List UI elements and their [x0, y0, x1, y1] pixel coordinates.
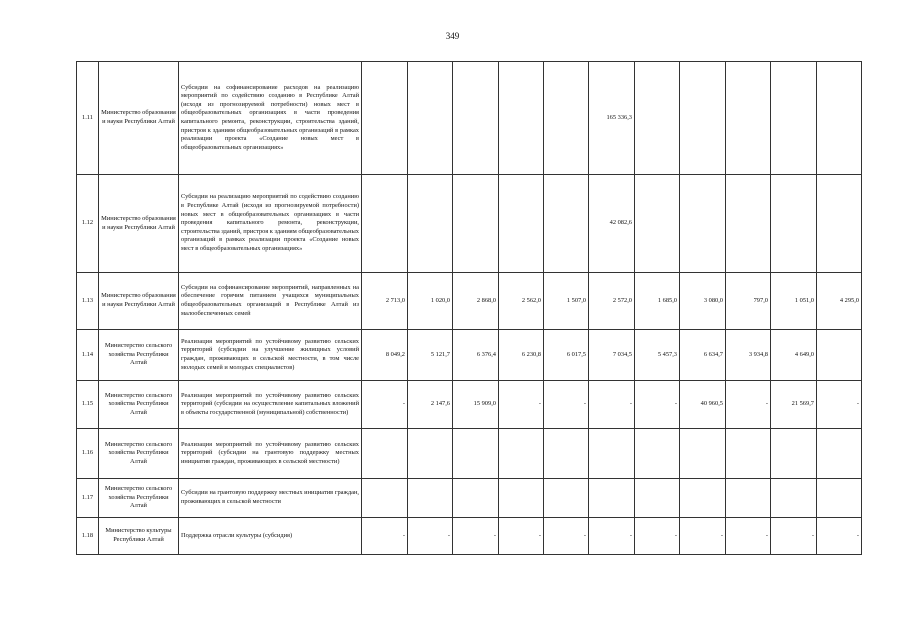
value-cell	[817, 62, 862, 175]
value-cell: 7 034,5	[589, 330, 635, 381]
description-cell: Субсидии на софинансирование расходов на реализацию мероприятий по содействию созданию в Республике Алтай (исходя из прогнозируемой потребности) новых мест в общеобразовательных организациях в части проведения капитального ремонта, реконструкции, строительства зданий, пристроя к зданиям общеобразовательных организаций в рамках реализации проекта «Создание новых мест в общеобразовательных организациях»	[179, 62, 362, 175]
value-cell: -	[635, 518, 680, 555]
description-cell: Реализация мероприятий по устойчивому развитию сельских территорий (субсидии на грантовую поддержку местных инициатив граждан, проживающих в сельской местности)	[179, 429, 362, 479]
value-cell: 5 121,7	[408, 330, 453, 381]
value-cell	[680, 175, 726, 273]
value-cell	[408, 479, 453, 518]
ministry-cell: Министерство образования и науки Республики Алтай	[99, 175, 179, 273]
value-cell: 6 634,7	[680, 330, 726, 381]
value-cell: -	[408, 518, 453, 555]
table-row	[77, 273, 862, 330]
ministry-cell: Министерство культуры Республики Алтай	[99, 518, 179, 555]
value-cell	[453, 479, 499, 518]
value-cell: -	[771, 518, 817, 555]
value-cell	[589, 429, 635, 479]
value-cell	[362, 175, 408, 273]
value-cell: 42 082,6	[589, 175, 635, 273]
table-row	[77, 518, 862, 555]
value-cell	[544, 62, 589, 175]
row-number: 1.12	[77, 175, 99, 273]
value-cell	[408, 62, 453, 175]
value-cell: 2 868,0	[453, 273, 499, 330]
value-cell: 3 080,0	[680, 273, 726, 330]
value-cell	[589, 479, 635, 518]
value-cell: 797,0	[726, 273, 771, 330]
value-cell: 2 147,6	[408, 381, 453, 429]
value-cell: -	[499, 381, 544, 429]
value-cell: 40 960,5	[680, 381, 726, 429]
value-cell	[726, 479, 771, 518]
ministry-cell: Министерство сельского хозяйства Республики Алтай	[99, 429, 179, 479]
value-cell	[771, 429, 817, 479]
value-cell	[362, 479, 408, 518]
value-cell	[453, 175, 499, 273]
value-cell: -	[680, 518, 726, 555]
value-cell: 15 909,0	[453, 381, 499, 429]
value-cell	[635, 62, 680, 175]
budget-table	[76, 61, 862, 555]
value-cell: -	[726, 381, 771, 429]
description-cell: Поддержка отрасли культуры (субсидия)	[179, 518, 362, 555]
value-cell: 1 051,0	[771, 273, 817, 330]
value-cell	[544, 479, 589, 518]
value-cell: 3 934,8	[726, 330, 771, 381]
value-cell: 4 649,0	[771, 330, 817, 381]
value-cell	[499, 479, 544, 518]
value-cell	[771, 62, 817, 175]
value-cell: -	[499, 518, 544, 555]
description-cell: Реализация мероприятий по устойчивому развитию сельских территорий (субсидии на улучшение жилищных условий граждан, проживающих в сельской местности, в том числе молодых семей и молодых специалистов)	[179, 330, 362, 381]
table-row	[77, 175, 862, 273]
value-cell: -	[726, 518, 771, 555]
table-row	[77, 429, 862, 479]
value-cell: 2 713,0	[362, 273, 408, 330]
value-cell: 6 376,4	[453, 330, 499, 381]
value-cell: 1 020,0	[408, 273, 453, 330]
value-cell: 6 230,8	[499, 330, 544, 381]
value-cell	[453, 62, 499, 175]
value-cell	[726, 62, 771, 175]
table-row	[77, 330, 862, 381]
value-cell: 8 049,2	[362, 330, 408, 381]
value-cell: -	[589, 518, 635, 555]
value-cell: 5 457,3	[635, 330, 680, 381]
description-cell: Субсидии на реализацию мероприятий по содействию созданию в Республике Алтай (исходя из прогнозируемой потребности) новых мест в общеобразовательных организациях в части проведения капитального ремонта, реконструкции, строительства зданий, пристроя к зданиям общеобразовательных организаций в рамках реализации проекта «Создание новых мест в общеобразовательных организациях»	[179, 175, 362, 273]
value-cell	[544, 175, 589, 273]
value-cell: 2 572,0	[589, 273, 635, 330]
value-cell	[408, 175, 453, 273]
value-cell	[771, 175, 817, 273]
table-row	[77, 62, 862, 175]
value-cell	[499, 62, 544, 175]
value-cell	[680, 62, 726, 175]
value-cell	[680, 429, 726, 479]
value-cell	[635, 429, 680, 479]
value-cell: -	[362, 518, 408, 555]
ministry-cell: Министерство сельского хозяйства Республики Алтай	[99, 330, 179, 381]
value-cell	[635, 175, 680, 273]
value-cell	[817, 175, 862, 273]
ministry-cell: Министерство образования и науки Республики Алтай	[99, 273, 179, 330]
value-cell	[362, 62, 408, 175]
ministry-cell: Министерство сельского хозяйства Республики Алтай	[99, 479, 179, 518]
value-cell: 1 507,0	[544, 273, 589, 330]
description-cell: Субсидии на грантовую поддержку местных инициатив граждан, проживающих в сельской местности	[179, 479, 362, 518]
value-cell: 165 336,3	[589, 62, 635, 175]
ministry-cell: Министерство сельского хозяйства Республики Алтай	[99, 381, 179, 429]
row-number: 1.15	[77, 381, 99, 429]
value-cell	[817, 330, 862, 381]
value-cell	[726, 429, 771, 479]
row-number: 1.16	[77, 429, 99, 479]
value-cell: 6 017,5	[544, 330, 589, 381]
row-number: 1.11	[77, 62, 99, 175]
row-number: 1.18	[77, 518, 99, 555]
value-cell	[635, 479, 680, 518]
value-cell: -	[544, 381, 589, 429]
page-number: 349	[445, 31, 460, 41]
value-cell	[544, 429, 589, 479]
value-cell	[362, 429, 408, 479]
description-cell: Реализация мероприятий по устойчивому развитию сельских территорий (субсидии на осуществление капитальных вложений в объекты государственной (муниципальной) собственности)	[179, 381, 362, 429]
value-cell: -	[817, 518, 862, 555]
value-cell: 1 685,0	[635, 273, 680, 330]
ministry-cell: Министерство образования и науки Республики Алтай	[99, 62, 179, 175]
table-row	[77, 479, 862, 518]
value-cell: -	[362, 381, 408, 429]
value-cell: -	[817, 381, 862, 429]
value-cell	[408, 429, 453, 479]
value-cell: -	[589, 381, 635, 429]
value-cell	[453, 429, 499, 479]
row-number: 1.17	[77, 479, 99, 518]
value-cell	[771, 479, 817, 518]
value-cell	[499, 175, 544, 273]
row-number: 1.14	[77, 330, 99, 381]
description-cell: Субсидии на софинансирование мероприятий, направленных на обеспечение горячим питанием учащихся муниципальных общеобразовательных организаций в Республике Алтай из малообеспеченных семей	[179, 273, 362, 330]
value-cell: 4 295,0	[817, 273, 862, 330]
value-cell	[817, 429, 862, 479]
value-cell	[817, 479, 862, 518]
value-cell	[726, 175, 771, 273]
table-body	[77, 62, 862, 555]
value-cell: -	[453, 518, 499, 555]
row-number: 1.13	[77, 273, 99, 330]
value-cell: 2 562,0	[499, 273, 544, 330]
value-cell	[499, 429, 544, 479]
value-cell: 21 569,7	[771, 381, 817, 429]
value-cell: -	[635, 381, 680, 429]
table-row	[77, 381, 862, 429]
value-cell: -	[544, 518, 589, 555]
value-cell	[680, 479, 726, 518]
